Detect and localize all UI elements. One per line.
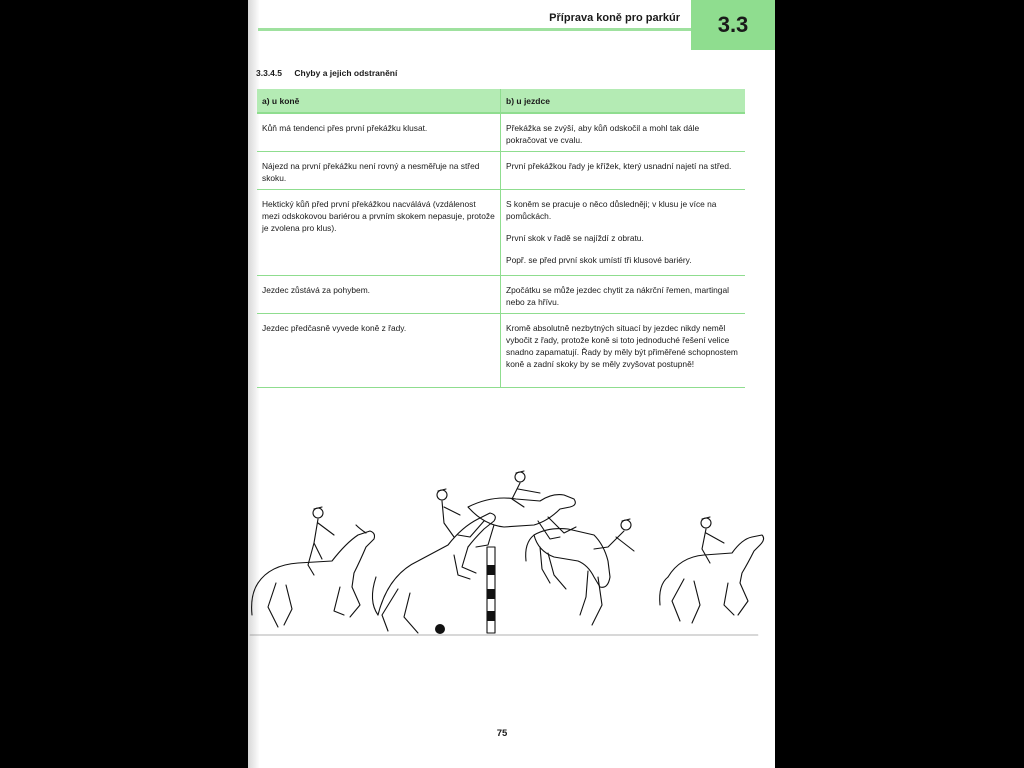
errors-table [257,89,745,388]
cell-rider [500,276,745,313]
cell-rider-text: Kromě absolutně nezbytných situací by jezdec nikdy neměl vybočit z řady, protože koně si toto jednoduché řešení velice snadno zapamatují. Řady by měly být přiměřené schopnostem koně a zadní skoky by se měly zvyšovat postupně! [506,323,738,369]
header-horse: a) u koně [262,96,300,106]
table-row [257,314,745,388]
cell-rider [500,314,745,387]
chapter-number: 3.3 [717,12,749,37]
cell-rider-text: Zpočátku se může jezdec chytit za nákrční řemen, martingal nebo za hřívu. [506,285,729,307]
running-header-title: Příprava koně pro parkúr [549,12,680,24]
cell-horse: Jezdec předčasně vyvede koně z řady. [262,323,407,333]
chapter-tab [691,0,775,50]
table-row [257,114,745,152]
horse-rider-takeoff [372,489,495,633]
cell-horse: Kůň má tendenci přes první překážku klusat. [262,123,428,133]
table-row [257,152,745,190]
table-row [257,276,745,314]
header-rider: b) u jezdce [500,89,745,112]
horse-rider-landing [526,519,634,625]
cell-rider-text: První skok v řadě se najíždí z obratu. [506,233,644,243]
cell-horse: Jezdec zůstává za pohybem. [262,285,371,295]
cell-rider [500,190,745,275]
page-number: 75 [496,728,508,739]
horse-jumping-sequence-icon [248,465,768,645]
section-number: 3.3.4.5 [256,68,282,78]
cell-rider-text: Překážka se zvýší, aby kůň odskočil a mohl tak dále pokračovat ve cvalu. [506,123,700,145]
cell-rider-text: Popř. se před první skok umístí tři klusové bariéry. [506,255,692,265]
table-header-row [257,89,745,114]
cell-rider-text: První překážkou řady je křížek, který usnadní najetí na střed. [506,161,732,171]
section-title: Chyby a jejich odstranění [294,68,398,78]
cell-rider [500,114,745,151]
fence-pole [487,547,495,633]
table-row [257,190,745,276]
ball-marker [435,624,445,634]
section-heading [256,68,397,78]
cell-horse: Nájezd na první překážku není rovný a nesměřuje na střed skoku. [262,161,480,183]
cell-horse: Hektický kůň před první překážkou nacválává (vzdálenost mezi odskokovou bariérou a prvním skokem nepasuje, protože je zvolena pro klus). [262,199,495,233]
horse-rider-over-fence [458,471,576,547]
header-rule [258,28,693,31]
cell-rider-text: S koněm se pracuje o něco důsledněji; v klusu je více na pomůckách. [506,199,717,221]
cell-rider [500,152,745,189]
horse-rider-departing [660,517,764,623]
horse-rider-approach [252,507,375,627]
